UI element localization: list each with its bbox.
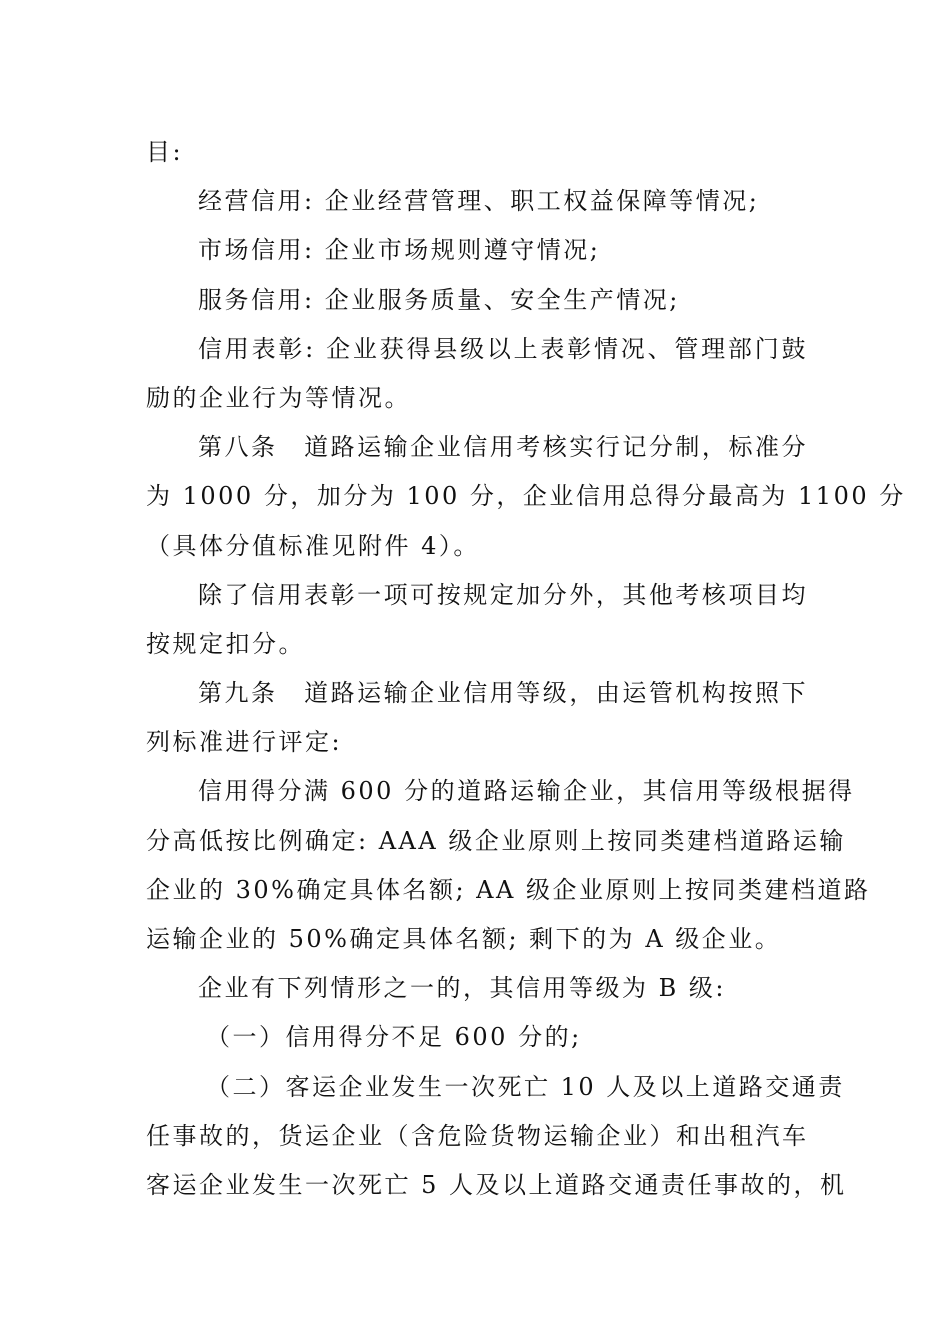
text-line: 目: xyxy=(146,138,184,166)
text-line: 客运企业发生一次死亡 5 人及以上道路交通责任事故的，机 xyxy=(146,1170,847,1199)
text-line: 除了信用表彰一项可按规定加分外，其他考核项目均 xyxy=(198,580,808,609)
text-line: 服务信用: 企业服务质量、安全生产情况; xyxy=(198,285,680,314)
text-line: 列标准进行评定: xyxy=(146,728,343,757)
text-line: 按规定扣分。 xyxy=(146,629,305,658)
text-line: 企业的 30%确定具体名额; AA 级企业原则上按同类建档道路 xyxy=(146,875,871,904)
text-line: 市场信用: 企业市场规则遵守情况; xyxy=(198,236,601,265)
text-line: 经营信用: 企业经营管理、职工权益保障等情况; xyxy=(198,187,760,216)
text-line: （一）信用得分不足 600 分的; xyxy=(206,1023,582,1052)
text-line: 任事故的，货运企业（含危险货物运输企业）和出租汽车 xyxy=(146,1121,809,1150)
text-line: 为 1000 分，加分为 100 分，企业信用总得分最高为 1100 分 xyxy=(146,482,906,511)
text-line: 第九条 道路运输企业信用等级，由运管机构按照下 xyxy=(198,679,808,708)
document-body xyxy=(146,128,906,1210)
text-line: 第八条 道路运输企业信用考核实行记分制，标准分 xyxy=(198,433,808,462)
text-line: 运输企业的 50%确定具体名额; 剩下的为 A 级企业。 xyxy=(146,925,782,953)
text-line: 励的企业行为等情况。 xyxy=(146,383,411,412)
text-line: 分高低按比例确定: AAA 级企业原则上按同类建档道路运输 xyxy=(146,826,846,855)
text-line: （二）客运企业发生一次死亡 10 人及以上道路交通责 xyxy=(206,1072,845,1101)
text-line: 信用得分满 600 分的道路运输企业，其信用等级根据得 xyxy=(198,777,855,806)
text-line: 企业有下列情形之一的，其信用等级为 B 级: xyxy=(198,974,726,1003)
text-line: （具体分值标准见附件 4）。 xyxy=(146,531,480,560)
text-line: 信用表彰: 企业获得县级以上表彰情况、管理部门鼓 xyxy=(198,334,808,363)
